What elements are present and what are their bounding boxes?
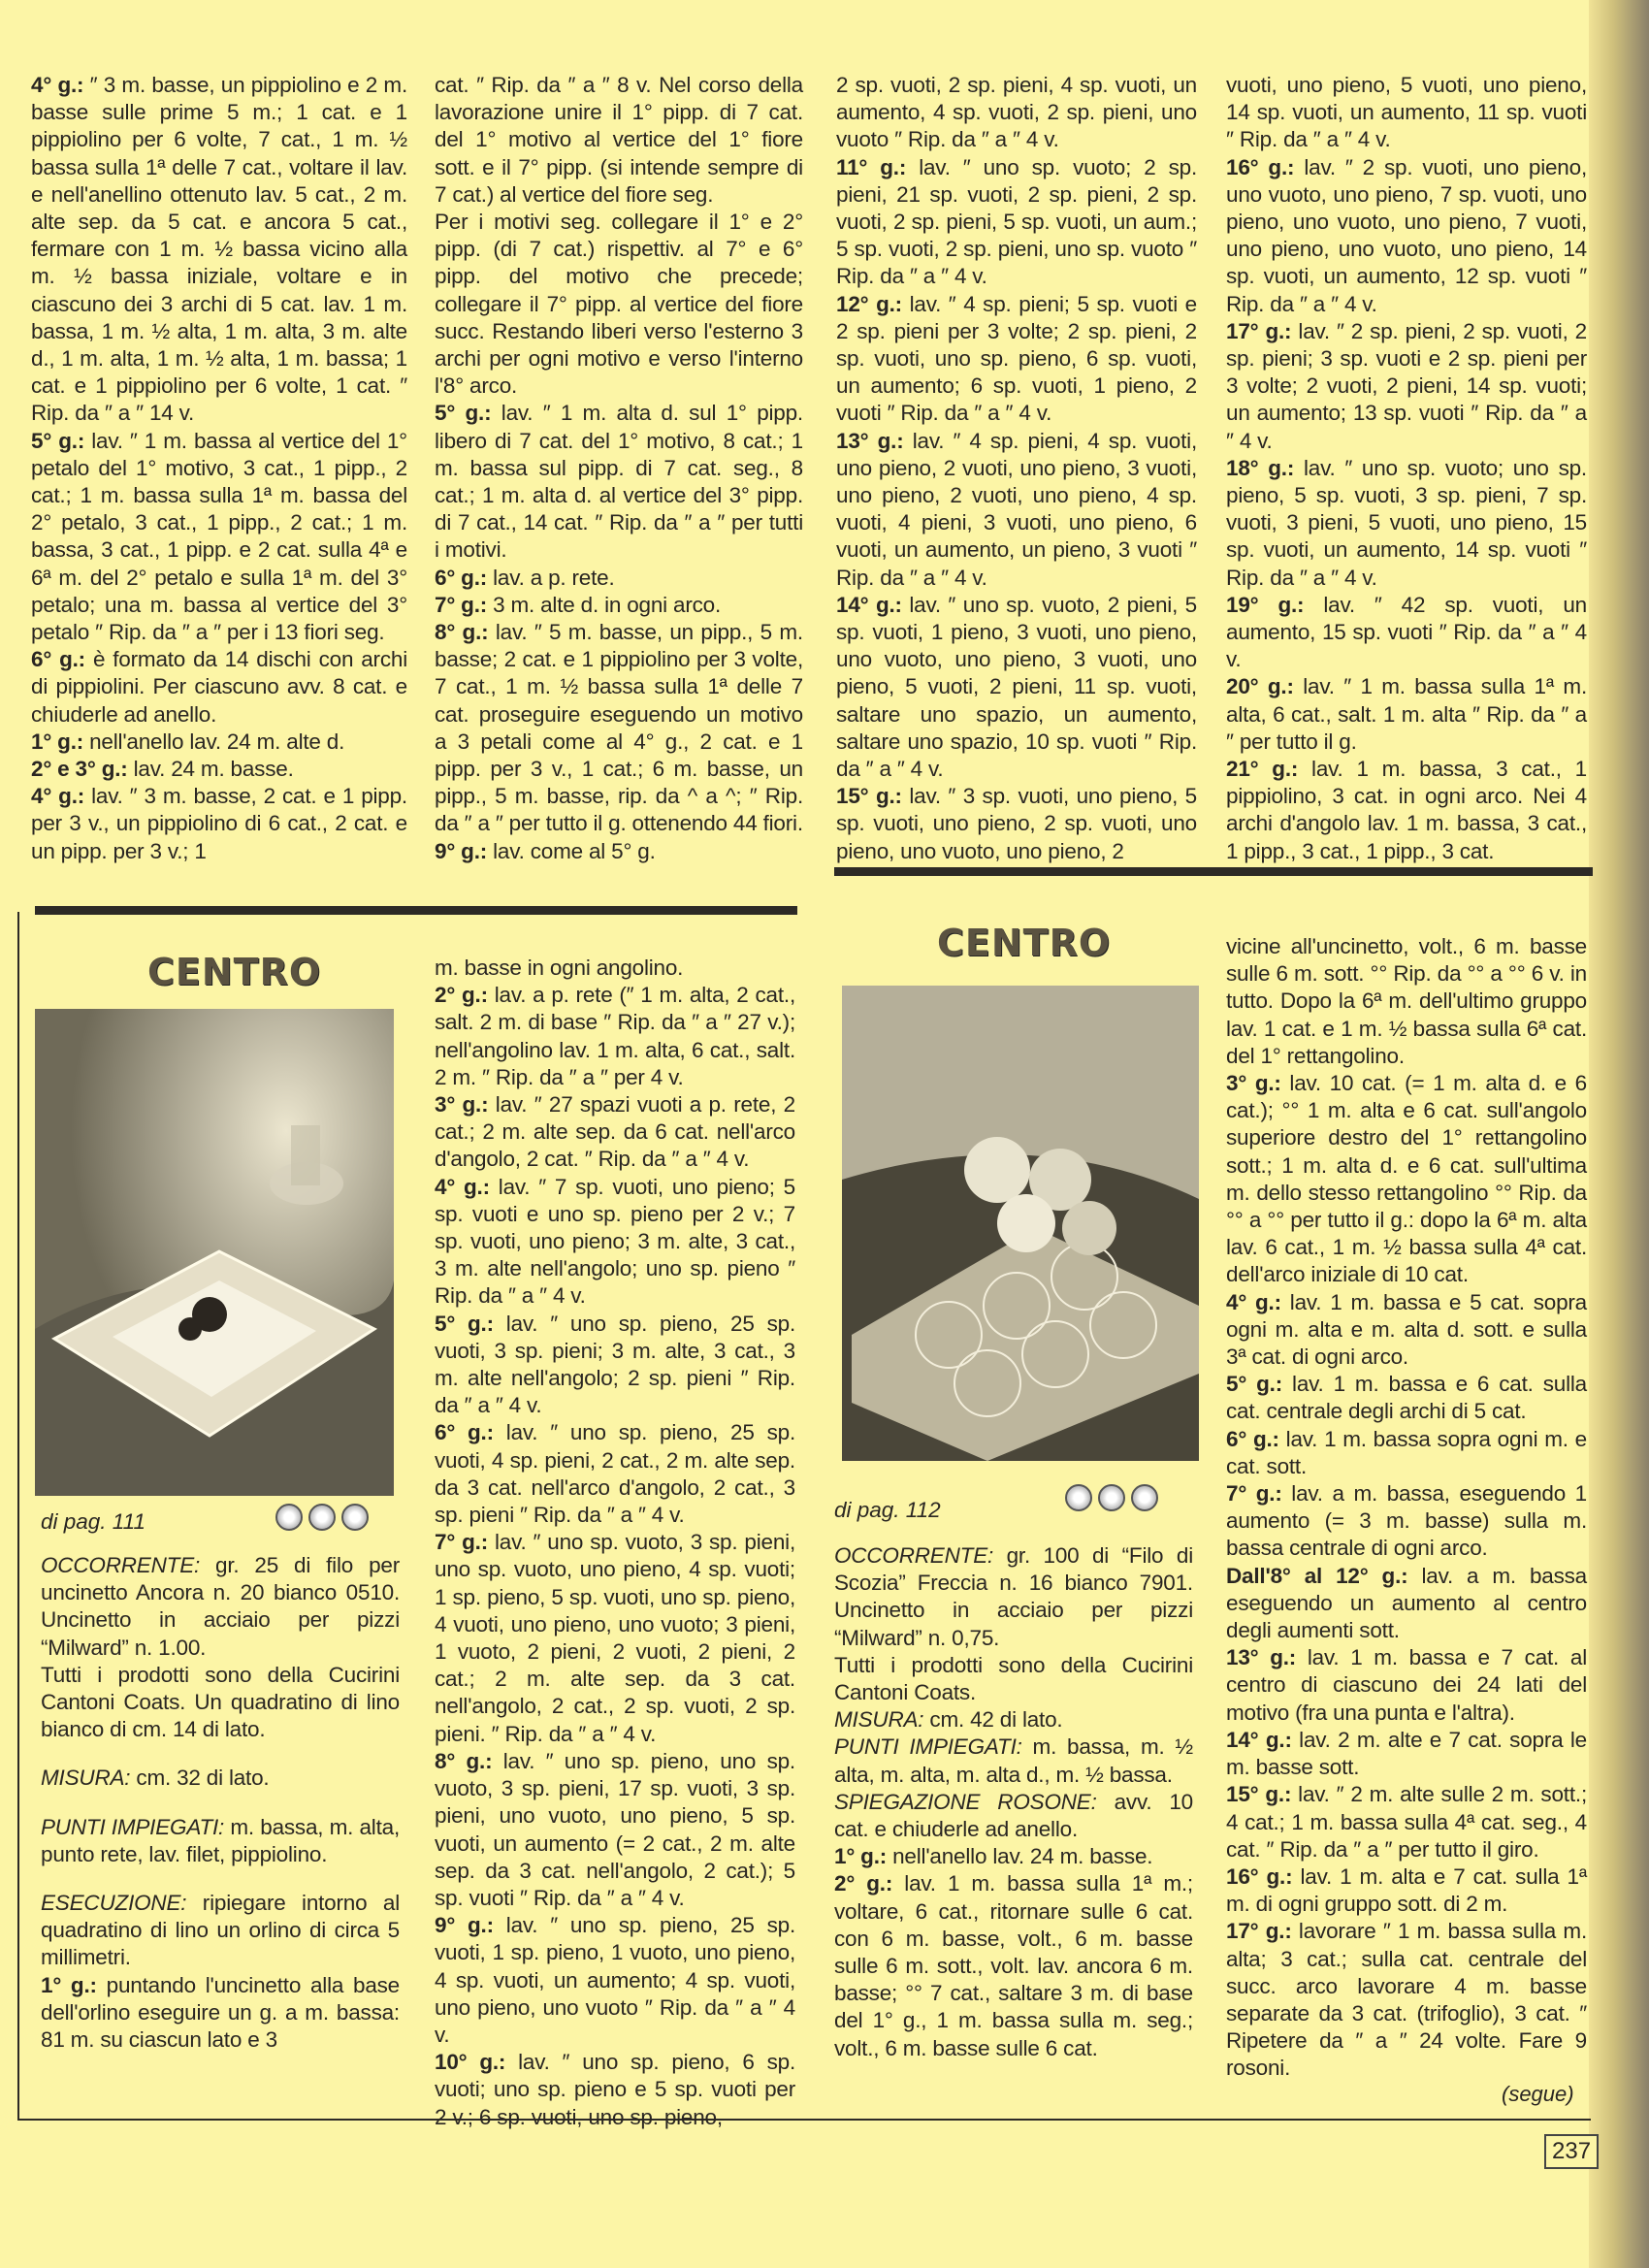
paragraph-text: lav. ″ uno sp. pieno, uno sp. vuoto, 3 sp. pieni, 17 sp. vuoti, 3 sp. pieni, uno vuoto, uno pieno, 5 sp. vuoti, un aumento (= 2 cat., 2 m. alte sep. da 3 cat. nell'angolo, 2 cat.); 5 sp. vuoti ″ Rip. da ″ a ″ 4 v.: [435, 1748, 795, 1910]
paragraph-text: lav. come al 5° g.: [487, 838, 656, 863]
paragraph-text: lav. ″ 3 m. basse, 2 cat. e 1 pipp. per 3 v., un pippiolino di 6 cat., 2 cat. e un pipp. per 3 v.; 1: [31, 784, 407, 863]
section-label: MISURA:: [41, 1766, 131, 1791]
instruction-paragraph: [435, 1091, 795, 1174]
section-label: PUNTI IMPIEGATI:: [41, 1814, 225, 1839]
left-section-column-a: [41, 1552, 400, 2054]
instruction-paragraph: [31, 72, 407, 428]
instruction-paragraph: [435, 982, 795, 1091]
paragraph-text: lav. ″ 1 m. bassa al vertice del 1° petalo del 1° motivo, 3 cat., 1 pipp., 2 cat.; 1 m. bassa sulla 1ª m. bassa del 2° petalo, 3 cat., 1 pipp., 2 cat.; 1 m. bassa, 3 cat., 1 pipp. e 2 cat. sulla 4ª e 6ª m. del 2° petalo e sulla 1ª m. del 3° petalo; una m. bassa al vertice del 3° petalo ″ Rip. da ″ a ″ per i 13 fiori seg.: [31, 428, 407, 645]
round-label: 3° g.:: [435, 1092, 489, 1118]
paragraph-text: ″ 3 m. basse, un pippiolino e 2 m. basse sulle prime 5 m.; 1 cat. e 1 pippiolino per 6 volte, 7 cat., 1 m. ½ bassa sulla 1ª delle 7 cat., voltare il lav. e nell'anellino ottenuto lav. 5 cat., 2 m. alte sep. da 5 cat. e ancora 5 cat., fermare con 1 m. ½ bassa vicino alla m. ½ bassa iniziale, voltare e in ciascuno dei 3 archi di 5 cat. lav. 1 m. bassa, 1 m. ½ alta, 1 m. alta, 3 m. alte d., 1 m. alta, 1 m. ½ alta, 1 m. bassa; 1 cat. e 1 pippiolino per 6 volte, 1 cat. ″ Rip. da ″ a ″ 14 v.: [31, 73, 407, 426]
round-label: 13° g.:: [1226, 1645, 1297, 1670]
round-label: 6° g.:: [435, 565, 488, 590]
yarn-ball-icon: [1065, 1484, 1092, 1511]
paragraph-text: cm. 32 di lato.: [130, 1766, 270, 1791]
paragraph-text: lav. ″ uno sp. pieno, 25 sp. vuoti, 4 sp. pieni, 2 cat., 2 m. alte sep. da 3 cat. nell'arco d'angolo, 2 cat., 3 sp. pieni ″ Rip. da ″ a ″ 4 v.: [435, 1420, 795, 1528]
instruction-paragraph: [435, 1748, 795, 1912]
round-label: 17° g.:: [1226, 318, 1292, 343]
round-label: 19° g.:: [1226, 592, 1305, 617]
instruction-paragraph: [435, 400, 803, 564]
round-label: 4° g.:: [31, 73, 84, 97]
instruction-paragraph: [1226, 1289, 1587, 1372]
instruction-paragraph: [31, 428, 407, 647]
instruction-paragraph: [435, 1419, 795, 1529]
round-label: 1° g.:: [41, 1972, 97, 1997]
paragraph-text: nell'anello lav. 24 m. basse.: [887, 1844, 1153, 1869]
round-label: 2° g.:: [834, 1871, 893, 1896]
round-label: 4° g.:: [31, 784, 85, 809]
instruction-paragraph: [1226, 1070, 1587, 1289]
instruction-paragraph: [1226, 1426, 1587, 1480]
round-label: 5° g.:: [435, 401, 492, 426]
round-label: 2° g.:: [435, 983, 488, 1008]
paragraph-text: lav. 1 m. bassa sulla 1ª m.; voltare, 6 cat., ritornare sulle 6 cat. con 6 m. basse, volt., 6 m. basse sulle 6 m. sott., volt. lav. ancora 6 m. basse; °° 7 cat., saltare 3 m. di base del 1° g., 1 m. bassa sulla m. seg.; volt., 6 m. basse sulle 6 cat.: [834, 1871, 1193, 2060]
text-column-4: [1226, 72, 1587, 865]
paragraph-spacer: [41, 1868, 400, 1890]
round-label: 15° g.:: [836, 784, 902, 809]
paragraph-text: è formato da 14 dischi con archi di pippiolini. Per ciascuno avv. 8 cat. e chiuderle ad anello.: [31, 647, 407, 727]
paragraph-text: lav. ″ 2 sp. pieni, 2 sp. vuoti, 2 sp. pieni; 3 sp. vuoti e 2 sp. pieni per 3 volte; 2 vuoti, 2 pieni, 14 sp. vuoti; un aumento; 13 sp. vuoti ″ Rip. da ″ a ″ 4 v.: [1226, 318, 1587, 453]
instruction-paragraph: [1226, 933, 1587, 1070]
section-label: OCCORRENTE:: [41, 1553, 201, 1577]
instruction-paragraph: [41, 1972, 400, 2055]
instruction-paragraph: [435, 1174, 795, 1311]
paragraph-text: vuoti, uno pieno, 5 vuoti, uno pieno, 14 sp. vuoti, un aumento, 11 sp. vuoti ″ Rip. da ″ a ″ 4 v.: [1226, 73, 1587, 152]
instruction-paragraph: [435, 72, 803, 209]
paragraph-text: lav. a p. rete (″ 1 m. alta, 2 cat., salt. 2 m. di base ″ Rip. da ″ a ″ 27 v.); nell'angolino lav. 1 m. alta, 6 cat., salt. 2 m. ″ Rip. da ″ a ″ per 4 v.: [435, 983, 795, 1089]
instruction-paragraph: [1226, 1480, 1587, 1563]
paragraph-text: lavorare ″ 1 m. bassa sulla m. alta; 3 cat.; sulla cat. centrale del succ. arco lavorare 4 m. basse separate da 3 cat. (trifoglio), 3 cat. ″ Ripetere da ″ a ″ 24 volte. Fare 9 rosoni.: [1226, 1919, 1587, 2081]
instruction-paragraph: [834, 1706, 1193, 1733]
round-label: 9° g.:: [435, 1913, 494, 1938]
round-label: 11° g.:: [836, 154, 907, 179]
paragraph-text: lav. ″ 4 sp. pieni, 4 sp. vuoti, uno pieno, 2 vuoti, uno pieno, 3 vuoti, uno pieno, 2 vuoti, uno pieno, 4 sp. vuoti, 4 pieni, 3 vuoti, uno pieno, 6 vuoti, un aumento, un pieno, 3 vuoti ″ Rip. da ″ a ″ 4 v.: [836, 428, 1197, 590]
paragraph-text: lav. ″ 2 m. alte sulle 2 m. sott.; 4 cat.; 1 m. bassa sulla 4ª cat. seg., 4 cat. ″ Rip. da ″ a ″ per tutto il giro.: [1226, 1782, 1588, 1862]
instruction-paragraph: [435, 955, 795, 982]
instruction-paragraph: [836, 592, 1197, 783]
text-column-1: [31, 72, 407, 865]
round-label: 21° g.:: [1226, 757, 1299, 782]
round-label: 13° g.:: [836, 428, 904, 453]
round-label: 14° g.:: [836, 592, 902, 617]
instruction-paragraph: [1226, 673, 1587, 756]
instruction-paragraph: [1226, 455, 1587, 592]
section-label: ESECUZIONE:: [41, 1891, 187, 1916]
paragraph-text: lav. 2 m. alte e 7 cat. sopra le m. basse sott.: [1226, 1727, 1587, 1780]
instruction-paragraph: [1226, 592, 1587, 674]
instruction-paragraph: [1226, 1563, 1587, 1645]
paragraph-text: lav. 1 m. alta e 7 cat. sulla 1ª m. di ogni gruppo sott. di 2 m.: [1226, 1863, 1587, 1917]
round-label: 12° g.:: [836, 291, 902, 316]
paragraph-text: 3 m. alte d. in ogni arco.: [487, 592, 722, 617]
paragraph-text: lav. ″ uno sp. vuoto; 2 sp. pieni, 21 sp. vuoti, 2 sp. pieni, 2 sp. vuoti, 2 sp. pieni, 5 sp. vuoti, un aum.; 5 sp. vuoti, 2 sp. pieni, uno sp. vuoto ″ Rip. da ″ a ″ 4 v.: [836, 154, 1198, 289]
paragraph-text: lav. 1 m. bassa e 5 cat. sopra ogni m. alta e m. alta d. sott. e sulla 3ª cat. di ogni arco.: [1226, 1289, 1587, 1370]
photo-caption-left: di pag. 111: [41, 1509, 146, 1534]
instruction-paragraph: [1226, 1918, 1587, 2082]
left-section-column-b: [435, 955, 795, 2131]
round-label: 8° g.:: [435, 620, 489, 645]
paragraph-text: lav. 1 m. bassa e 6 cat. sulla cat. centrale degli archi di 5 cat.: [1226, 1372, 1587, 1424]
round-label: 10° g.:: [435, 2050, 506, 2075]
round-label: 4° g.:: [435, 1174, 490, 1199]
instruction-paragraph: [41, 1814, 400, 1868]
round-label: 20° g.:: [1226, 674, 1294, 699]
instruction-paragraph: [435, 619, 803, 838]
paragraph-text: gr. 100 di “Filo di Scozia” Freccia n. 16 bianco 7901. Uncinetto in acciaio per pizzi “Milward” n. 0,75.: [834, 1543, 1193, 1650]
instruction-paragraph: [834, 1870, 1193, 2061]
page-number: 237: [1544, 2134, 1599, 2169]
paragraph-text: lav. ″ 27 spazi vuoti a p. rete, 2 cat.; 2 m. alte sep. da 6 cat. nell'arco d'angolo, 2 cat. ″ Rip. da ″ a ″ 4 v.: [435, 1092, 795, 1172]
paragraph-text: m. basse in ogni angolino.: [435, 956, 684, 980]
instruction-paragraph: [435, 2049, 795, 2131]
right-section-column-b: [1226, 933, 1587, 2083]
instruction-paragraph: [1226, 1863, 1587, 1918]
paragraph-text: gr. 25 di filo per uncinetto Ancora n. 20 bianco 0510. Uncinetto in acciaio per pizzi “Milward” n. 1.00.: [41, 1553, 400, 1660]
paragraph-text: cat. ″ Rip. da ″ a ″ 8 v. Nel corso della lavorazione unire il 1° pipp. di 7 cat. del 1° motivo al vertice del 1° fiore sott. e il 7° pipp. (si intende sempre di 7 cat.) al vertice del fiore seg.: [435, 73, 803, 207]
paragraph-spacer: [41, 1793, 400, 1814]
instruction-paragraph: [435, 1912, 795, 2049]
round-label: 6° g.:: [435, 1420, 494, 1445]
round-label: 7° g.:: [435, 1530, 488, 1555]
doily-photo-right: [842, 986, 1199, 1461]
instruction-paragraph: [836, 154, 1197, 291]
round-label: 15° g.:: [1226, 1782, 1292, 1807]
page-binding-shadow: [1589, 0, 1649, 2268]
instruction-paragraph: [1226, 1644, 1587, 1727]
paragraph-text: lav. ″ 1 m. bassa sulla 1ª m. alta, 6 cat., salt. 1 m. alta ″ Rip. da ″ a ″ per tutto il g.: [1226, 674, 1587, 754]
round-label: 4° g.:: [1226, 1289, 1281, 1314]
paragraph-text: ripiegare intorno al quadratino di lino un orlino di circa 5 millimetri.: [41, 1891, 400, 1970]
round-label: 9° g.:: [435, 838, 488, 863]
section-divider-left: [35, 906, 797, 915]
paragraph-text: m. bassa, m. ½ alta, m. alta, m. alta d., m. ½ bassa.: [834, 1734, 1193, 1787]
round-label: 16° g.:: [1226, 1863, 1293, 1889]
round-label: 7° g.:: [435, 592, 488, 617]
section-heading-right: CENTRO: [937, 922, 1112, 964]
paragraph-text: avv. 10 cat. e chiuderle ad anello.: [834, 1789, 1193, 1842]
instruction-paragraph: [435, 1311, 795, 1420]
instruction-paragraph: [41, 1890, 400, 1972]
paragraph-text: m. bassa, m. alta, punto rete, lav. filet, pippiolino.: [41, 1814, 400, 1866]
yarn-ball-icon: [275, 1504, 303, 1531]
paragraph-text: lav. ″ 1 m. alta d. sul 1° pipp. libero di 7 cat. del 1° motivo, 8 cat.; 1 m. bassa sul pipp. di 7 cat. seg., 8 cat.; 1 m. alta d. al vertice del 3° pipp. di 7 cat., 14 cat. ″ Rip. da ″ a ″ per tutti i motivi.: [435, 401, 803, 563]
instruction-paragraph: [834, 1843, 1193, 1870]
instruction-paragraph: [836, 72, 1197, 154]
paragraph-text: lav. ″ uno sp. pieno, 25 sp. vuoti, 3 sp. pieni; 3 m. alte, 3 cat., 3 m. alte nell'angolo; 2 sp. pieni ″ Rip. da ″ a ″ 4 v.: [435, 1311, 795, 1418]
paragraph-text: lav. 1 m. bassa sopra ogni m. e cat. sott.: [1226, 1426, 1587, 1478]
yarn-ball-icon: [1098, 1484, 1125, 1511]
text-column-2: [435, 72, 803, 865]
round-label: 6° g.:: [1226, 1426, 1279, 1451]
instruction-paragraph: [836, 291, 1197, 428]
instruction-paragraph: [836, 428, 1197, 592]
paragraph-text: Per i motivi seg. collegare il 1° e 2° pipp. (di 7 cat.) rispettiv. al 7° e 6° pipp. del motivo che precede; collegare il 7° pipp. al vertice del fiore succ. Restando liberi verso l'esterno 3 archi per ogni motivo e verso l'interno l'8° arco.: [435, 210, 803, 399]
round-label: 5° g.:: [31, 428, 85, 453]
paragraph-text: vicine all'uncinetto, volt., 6 m. basse sulle 6 m. sott. °° Rip. da °° a °° 6 v. in tutto. Dopo la 6ª m. dell'ultimo gruppo lav. 1 cat. e 1 m. ½ bassa sulla 6ª cat. del 1° rettangolino.: [1226, 934, 1587, 1068]
instruction-paragraph: [435, 592, 803, 619]
round-label: 5° g.:: [1226, 1372, 1283, 1397]
paragraph-text: lav. ″ 3 sp. vuoti, uno pieno, 5 sp. vuoti, uno pieno, 2 sp. vuoti, uno pieno, uno vuoto, uno pieno, 2: [836, 784, 1197, 863]
paragraph-text: Tutti i prodotti sono della Cucirini Cantoni Coats. Un quadratino di lino bianco di cm. 14 di lato.: [41, 1662, 400, 1742]
instruction-paragraph: [836, 783, 1197, 865]
instruction-paragraph: [435, 838, 803, 865]
round-label: Dall'8° al 12° g.:: [1226, 1563, 1408, 1588]
rosette-doily-photo-icon: [842, 986, 1199, 1461]
paragraph-text: lav. ″ 2 sp. vuoti, uno pieno, uno vuoto, uno pieno, 7 sp. vuoti, uno pieno, uno vuoto, uno pieno, 7 vuoti, uno pieno, uno vuoto, uno pieno, 14 sp. vuoti, un aumento, 12 sp. vuoti ″ Rip. da ″ a ″ 4 v.: [1226, 154, 1587, 316]
instruction-paragraph: [41, 1552, 400, 1662]
instruction-paragraph: [41, 1765, 400, 1792]
instruction-paragraph: [31, 783, 407, 865]
round-label: 16° g.:: [1226, 154, 1295, 179]
difficulty-rating-right: [1065, 1484, 1158, 1511]
paragraph-text: lav. 10 cat. (= 1 m. alta d. e 6 cat.); °° 1 m. alta e 6 cat. sull'angolo superiore destro del 1° rettangolino sott.; 1 m. alta d. e 6 cat. sull'ultima m. dello stesso rettangolino °° Rip. da °° a °° per tutto il g.: dopo la 6ª m. alta lav. 6 cat., 1 m. ½ bassa sulla 4ª cat. dell'arco iniziale di 10 cat.: [1226, 1071, 1587, 1287]
paragraph-text: lav. ″ uno sp. vuoto, 2 pieni, 5 sp. vuoti, 1 pieno, 3 vuoti, uno pieno, uno vuoto, uno pieno, 3 vuoti, uno pieno, 5 vuoti, 2 pieni, 11 sp. vuoti, saltare uno spazio, un aumento, saltare uno spazio, 10 sp. vuoti ″ Rip. da ″ a ″ 4 v.: [836, 592, 1197, 782]
instruction-paragraph: [31, 729, 407, 756]
yarn-ball-icon: [308, 1504, 336, 1531]
round-label: 1° g.:: [834, 1844, 888, 1869]
instruction-paragraph: [31, 756, 407, 783]
round-label: 3° g.:: [1226, 1071, 1281, 1096]
doily-photo-left: [35, 1009, 394, 1496]
section-divider-right: [834, 867, 1593, 876]
text-column-3: [836, 72, 1197, 865]
instruction-paragraph: [1226, 154, 1587, 318]
left-frame-rule: [17, 912, 19, 2119]
round-label: 7° g.:: [1226, 1481, 1282, 1507]
paragraph-text: 2 sp. vuoti, 2 sp. pieni, 4 sp. vuoti, un aumento, 4 sp. vuoti, 2 sp. pieni, uno vuoto ″ Rip. da ″ a ″ 4 v.: [836, 73, 1197, 152]
paragraph-text: lav. ″ 7 sp. vuoti, uno pieno; 5 sp. vuoti e uno sp. pieno per 2 v.; 7 sp. vuoti, uno pieno; 3 m. alte, 3 cat., 3 m. alte nell'angolo; uno sp. pieno ″ Rip. da ″ a ″ 4 v.: [435, 1174, 795, 1309]
instruction-paragraph: [435, 1529, 795, 1748]
round-label: 14° g.:: [1226, 1727, 1292, 1752]
paragraph-text: lav. a m. bassa eseguendo un aumento al centro degli aumenti sott.: [1226, 1563, 1587, 1643]
paragraph-text: lav. ″ uno sp. pieno, 6 sp. vuoti; uno sp. pieno e 5 sp. vuoti per 2 v.; 6 sp. vuoti, uno sp. pieno,: [435, 2050, 795, 2129]
paragraph-text: lav. ″ uno sp. vuoto; uno sp. pieno, 5 sp. vuoti, 3 sp. pieni, 7 sp. vuoti, 3 pieni, 5 vuoti, uno pieno, 15 sp. vuoti, un aumento, 14 sp. vuoti ″ Rip. da ″ a ″ 4 v.: [1226, 455, 1587, 590]
yarn-ball-icon: [341, 1504, 369, 1531]
paragraph-text: lav. ″ 5 m. basse, un pipp., 5 m. basse; 2 cat. e 1 pippiolino per 3 volte, 7 cat., 1 m. ½ bassa sulla 1ª delle 7 cat. proseguire eseguendo un motivo a 3 petali come al 4° g., 2 cat. e 1 pipp. per 3 v., 1 cat.; 6 m. basse, un pipp., 5 m. basse, rip. da ^ a ^; ″ Rip. da ″ a ″ per tutto il g. ottenendo 44 fiori.: [435, 620, 803, 836]
round-label: 5° g.:: [435, 1311, 494, 1336]
section-label: PUNTI IMPIEGATI:: [834, 1734, 1022, 1760]
instruction-paragraph: [41, 1662, 400, 1744]
paragraph-text: lav. ″ 42 sp. vuoti, un aumento, 15 sp. vuoti ″ Rip. da ″ a ″ 4 v.: [1226, 592, 1587, 672]
paragraph-text: lav. 1 m. bassa e 7 cat. al centro di ciascuno dei 24 lati del motivo (fra una punta e l'altra).: [1226, 1645, 1587, 1725]
instruction-paragraph: [834, 1789, 1193, 1843]
round-label: 2° e 3° g.:: [31, 757, 128, 782]
round-label: 6° g.:: [31, 647, 85, 672]
right-section-column-a: [834, 1542, 1193, 2062]
round-label: 1° g.:: [31, 729, 84, 754]
paragraph-text: lav. 24 m. basse.: [127, 757, 294, 782]
continued-label: (segue): [1502, 2082, 1574, 2106]
instruction-paragraph: [435, 209, 803, 400]
paragraph-text: lav. 1 m. bassa, 3 cat., 1 pippiolino, 3 cat. in ogni arco. Nei 4 archi d'angolo lav. 1 m. bassa, 3 cat., 1 pipp., 3 cat., 1 pipp., 3 cat.: [1226, 757, 1587, 863]
paragraph-text: lav. a p. rete.: [487, 565, 615, 590]
instruction-paragraph: [31, 646, 407, 729]
photo-caption-right: di pag. 112: [834, 1498, 941, 1522]
bottom-frame-rule: [17, 2119, 1591, 2121]
instruction-paragraph: [1226, 72, 1587, 154]
round-label: 8° g.:: [435, 1748, 493, 1773]
difficulty-rating-left: [275, 1504, 369, 1531]
paragraph-text: lav. ″ 4 sp. pieni; 5 sp. vuoti e 2 sp. pieni per 3 volte; 2 sp. pieni, 2 sp. vuoti, uno sp. pieno, 6 sp. vuoti, un aumento; 6 sp. vuoti, 1 pieno, 2 vuoti ″ Rip. da ″ a ″ 4 v.: [836, 291, 1197, 426]
instruction-paragraph: [1226, 1371, 1587, 1425]
paragraph-spacer: [41, 1743, 400, 1765]
instruction-paragraph: [1226, 756, 1587, 865]
round-label: 18° g.:: [1226, 455, 1295, 480]
paragraph-text: lav. a m. bassa, eseguendo 1 aumento (= 3 m. basse) sulla m. bassa centrale di ogni arco.: [1226, 1481, 1587, 1561]
paragraph-text: cm. 42 di lato.: [923, 1707, 1063, 1733]
section-label: SPIEGAZIONE ROSONE:: [834, 1789, 1097, 1814]
section-label: OCCORRENTE:: [834, 1543, 994, 1568]
instruction-paragraph: [435, 565, 803, 592]
section-label: MISURA:: [834, 1707, 924, 1733]
paragraph-text: puntando l'uncinetto alla base dell'orlino eseguire un g. a m. bassa: 81 m. su ciascun lato e 3: [41, 1972, 400, 2053]
instruction-paragraph: [834, 1542, 1193, 1652]
paragraph-text: lav. ″ uno sp. pieno, 25 sp. vuoti, 1 sp. pieno, 1 vuoto, uno pieno, 4 sp. vuoti, un aumento; 4 sp. vuoti, uno pieno, uno vuoto ″ Rip. da ″ a ″ 4 v.: [435, 1913, 795, 2047]
instruction-paragraph: [1226, 318, 1587, 455]
instruction-paragraph: [1226, 1781, 1587, 1863]
filet-doily-photo-icon: [35, 1009, 394, 1496]
paragraph-text: Tutti i prodotti sono della Cucirini Cantoni Coats.: [834, 1652, 1193, 1705]
yarn-ball-icon: [1131, 1484, 1158, 1511]
instruction-paragraph: [1226, 1727, 1587, 1781]
section-heading-left: CENTRO: [147, 951, 322, 993]
round-label: 17° g.:: [1226, 1919, 1292, 1944]
instruction-paragraph: [834, 1652, 1193, 1706]
paragraph-text: lav. ″ uno sp. vuoto, 3 sp. pieni, uno sp. vuoto, uno pieno, 4 sp. vuoti; 1 sp. pieno, 5 sp. vuoti, uno sp. pieno, 4 vuoti, uno pieno, uno vuoto; 3 pieni, 1 vuoto, 2 pieni, 2 vuoti, 2 pieni, 2 cat.; 2 m. alte sep. da 3 cat. nell'angolo, 2 cat., 2 sp. vuoti, 2 sp. pieni. ″ Rip. da ″ a ″ 4 v.: [435, 1530, 795, 1746]
paragraph-text: nell'anello lav. 24 m. alte d.: [83, 729, 345, 754]
instruction-paragraph: [834, 1733, 1193, 1788]
